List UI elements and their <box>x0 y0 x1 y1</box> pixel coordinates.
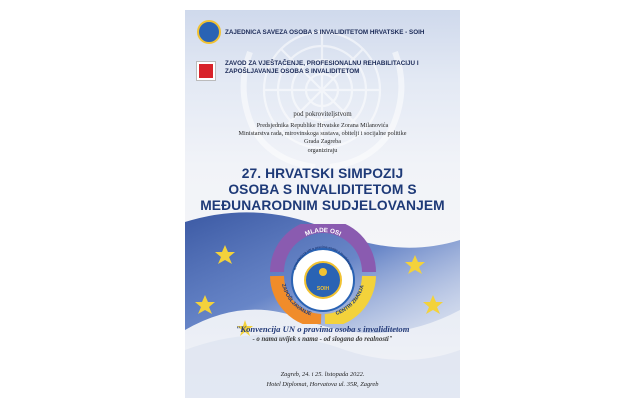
emblem-center-label: SOIH <box>316 286 330 292</box>
soih-logo <box>197 20 221 44</box>
patronage-ministry: Ministarstva rada, mirovinskoga sustava, obitelji i socijalne politike <box>238 130 407 137</box>
zavod-logo <box>197 62 215 80</box>
symposium-title-1: 27. HRVATSKI SIMPOZIJ <box>241 166 404 181</box>
patronage-city: Grada Zagreba <box>304 138 341 145</box>
figure-icon <box>319 268 327 276</box>
symposium-title-2: OSOBA S INVALIDITETOM S <box>228 182 417 197</box>
convention-emblem <box>263 224 383 324</box>
event-date: Zagreb, 24. i 25. listopada 2022. <box>280 371 365 378</box>
emblem-right-label: CENTRI ZNANJA <box>334 284 366 317</box>
patronage-organize: organiziraju <box>307 147 338 154</box>
patronage-label: pod pokroviteljstvom <box>293 111 352 118</box>
emblem-inner-text: KONVENCIJA UN o pravima osoba s invaliditetom <box>292 244 354 271</box>
quote-line-2: - o nama uvijek s nama - od slogana do realnosti" <box>252 336 393 343</box>
quote-line-1: "Konvencija UN o pravima osoba s invaliditetom <box>235 324 410 334</box>
event-venue: Hotel Diplomat, Horvatova ul. 35R, Zagreb <box>266 381 379 388</box>
org-zavod: ZAVOD ZA VJEŠTAČENJE, PROFESIONALNU REHABILITACIJU I ZAPOŠLJAVANJE OSOBA S INVALIDITETOM <box>225 60 419 76</box>
emblem-left-label: ZAPOŠLJAVANJE <box>280 283 313 318</box>
emblem-top-label: MLADE OSI <box>304 226 343 238</box>
poster <box>185 10 460 398</box>
patronage-president: Predsjednika Republike Hrvatske Zorana Milanovića <box>256 122 389 129</box>
org-soih: ZAJEDNICA SAVEZA OSOBA S INVALIDITETOM HRVATSKE - SOIH <box>225 29 425 36</box>
symposium-title-3: MEĐUNARODNIM SUDJELOVANJEM <box>200 198 445 213</box>
